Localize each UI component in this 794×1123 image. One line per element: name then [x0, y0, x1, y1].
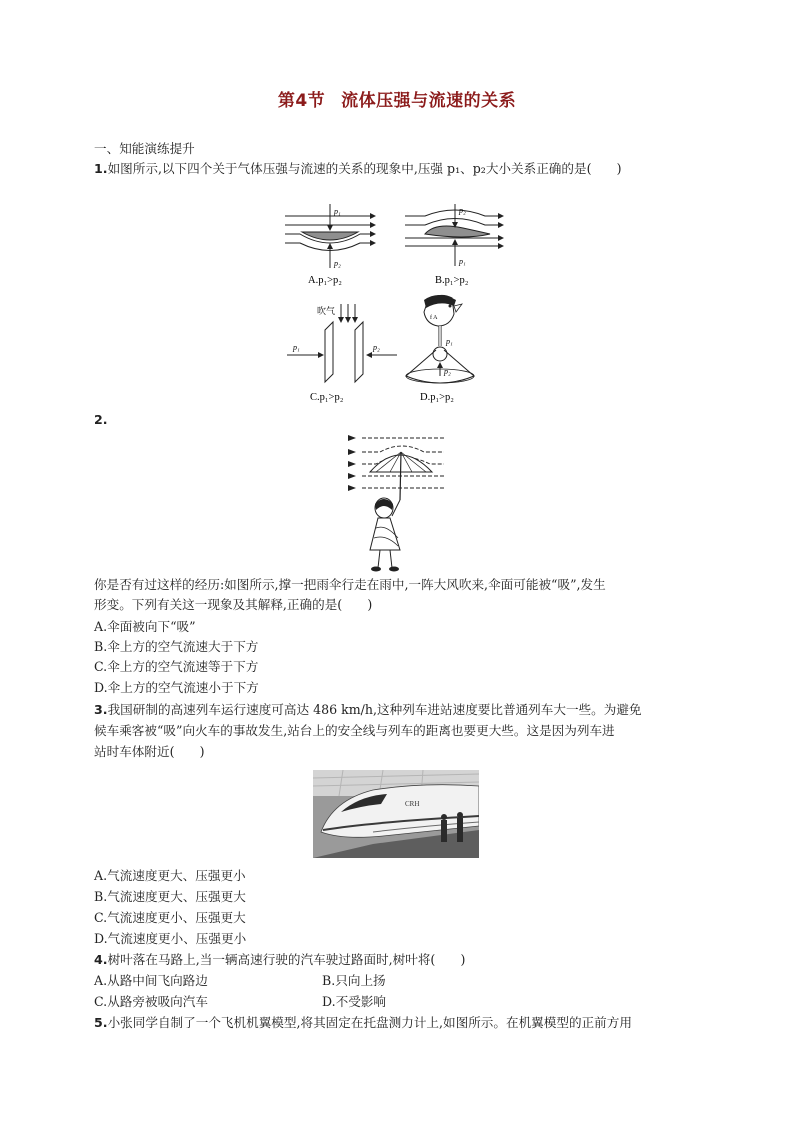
- q2-stem-line2: 形变。下列有关这一现象及其解释,正确的是( ): [94, 597, 373, 612]
- fig-b-caption: B.p₁>p₂: [435, 275, 469, 286]
- q3-option-a: A.气流速度更大、压强更小: [94, 868, 246, 883]
- q3-stem-line1: 3.我国研制的高速列车运行速度可高达 486 km/h,这种列车进站速度要比普通列车大一些。为避免: [94, 702, 642, 717]
- part-heading: 一、知能演练提升: [94, 141, 195, 156]
- q2-option-c: C.伞上方的空气流速等于下方: [94, 659, 259, 674]
- q2-option-a: A.伞面被向下“吸”: [94, 619, 196, 634]
- q4-option-c: C.从路旁被吸向汽车: [94, 994, 208, 1009]
- q4-option-b: B.只向上扬: [322, 973, 386, 988]
- q3-stem-line3: 站时车体附近( ): [94, 744, 205, 759]
- q3-option-d: D.气流速度更小、压强更小: [94, 931, 247, 946]
- q4-number: 4.: [94, 952, 108, 967]
- q1-number: 1.: [94, 161, 108, 176]
- q5-number: 5.: [94, 1015, 108, 1030]
- fig-a: [285, 204, 375, 286]
- fig-c-caption: C.p₁>p₂: [310, 392, 344, 403]
- q1-text: 如图所示,以下四个关于气体压强与流速的关系的现象中,压强 p₁、p₂大小关系正确的是( ): [107, 161, 622, 176]
- fig-c-p1: p₁: [293, 343, 300, 352]
- fig-a-caption: A.p₁>p₂: [308, 275, 342, 286]
- svg-text:f A: f A: [430, 315, 438, 321]
- fig-a-p2: p₂: [334, 259, 341, 268]
- q2-stem-line1: 你是否有过这样的经历:如图所示,撑一把雨伞行走在雨中,一阵大风吹来,伞面可能被“吸”,发生: [94, 577, 606, 592]
- q4-stem: 4.树叶落在马路上,当一辆高速行驶的汽车驶过路面时,树叶将( ): [94, 952, 466, 967]
- fig-c: [287, 304, 397, 403]
- fig-c-blow: 吹气: [317, 306, 336, 316]
- q2-option-d: D.伞上方的空气流速小于下方: [94, 680, 259, 695]
- page-title: [0, 86, 794, 111]
- q3-number: 3.: [94, 702, 108, 717]
- q3-option-b: B.气流速度更大、压强更大: [94, 889, 246, 904]
- q5-stem: 5.小张同学自制了一个飞机机翼模型,将其固定在托盘测力计上,如图所示。在机翼模型的正前方用: [94, 1015, 632, 1030]
- section-number: 第4节: [277, 91, 326, 111]
- train-logo: CRH: [405, 800, 420, 808]
- fig-b: [405, 204, 503, 286]
- q3-option-c: C.气流速度更小、压强更大: [94, 910, 246, 925]
- q1-figure: [280, 200, 510, 410]
- q3-stem-line2: 候车乘客被“吸”向火车的事故发生,站台上的安全线与列车的距离也要更大些。这是因为列车进: [94, 723, 615, 738]
- fig-d-caption: D.p₁>p₂: [420, 392, 454, 403]
- q1-stem: [94, 161, 622, 177]
- q4-option-a: A.从路中间飞向路边: [94, 973, 208, 988]
- fig-d-p2: p₂: [444, 367, 451, 376]
- q2-number: 2.: [94, 412, 108, 427]
- fig-a-p1: p₁: [334, 207, 341, 216]
- fig-d-p1: p₁: [446, 337, 453, 346]
- fig-c-p2: p₂: [373, 343, 380, 352]
- section-name: 流体压强与流速的关系: [341, 91, 517, 111]
- q2-figure: [340, 428, 450, 576]
- q2-option-b: B.伞上方的空气流速大于下方: [94, 639, 259, 654]
- q4-option-d: D.不受影响: [322, 994, 387, 1009]
- q3-train-photo: [313, 770, 479, 858]
- fig-d: [406, 295, 474, 403]
- fig-b-p1: p₁: [459, 257, 466, 266]
- fig-b-p2: p₂: [459, 206, 466, 215]
